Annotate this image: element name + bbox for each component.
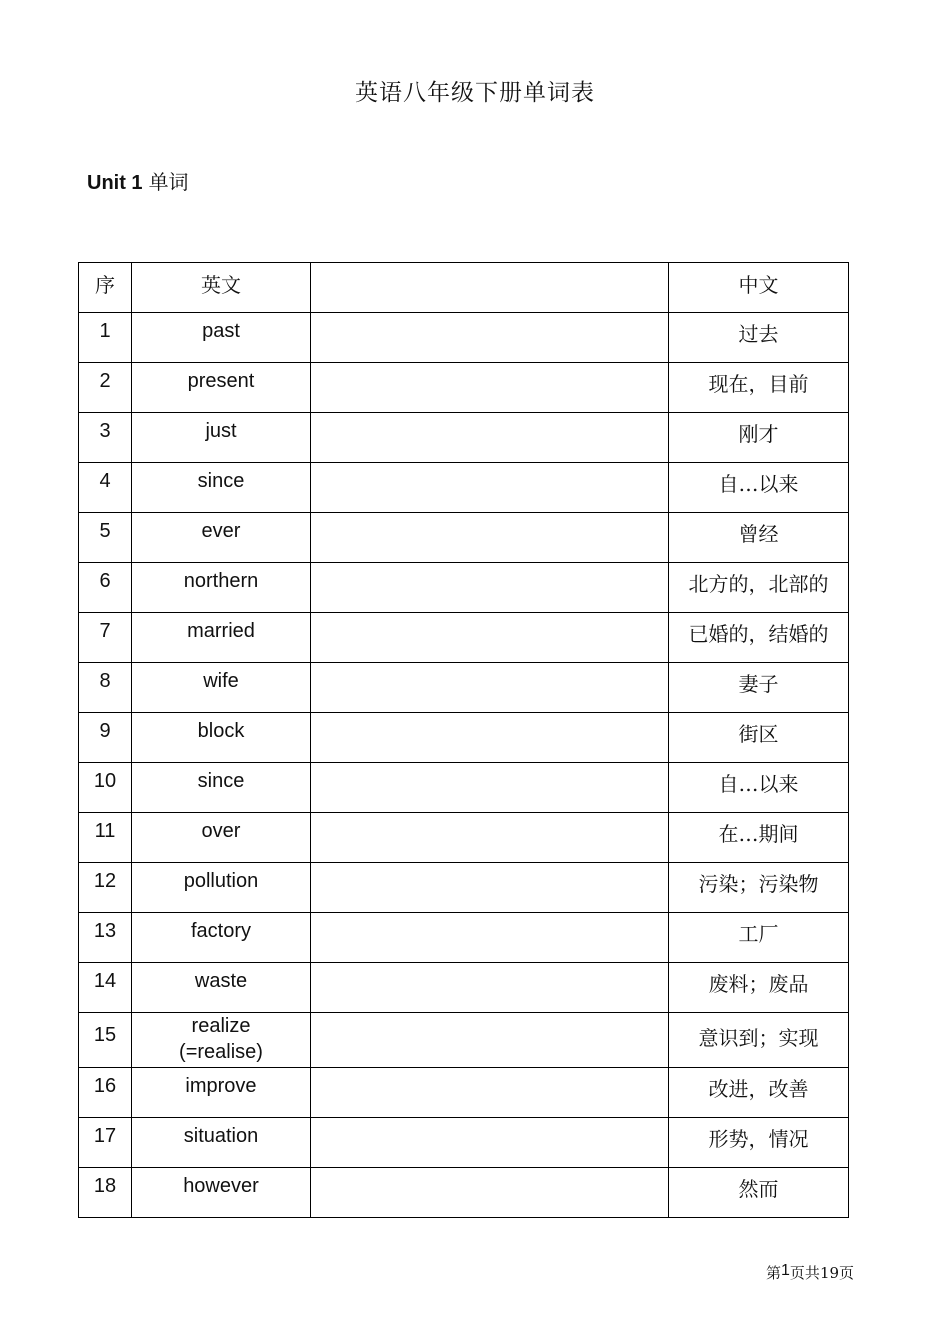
blank-cell (311, 813, 669, 863)
blank-cell (311, 1168, 669, 1218)
table-body (79, 313, 849, 1218)
chinese-meaning: 形势，情况 (669, 1118, 849, 1168)
english-word: wife (132, 663, 311, 713)
blank-cell (311, 663, 669, 713)
table-row (79, 463, 849, 513)
blank-cell (311, 763, 669, 813)
table-row (79, 663, 849, 713)
row-number: 14 (79, 963, 132, 1013)
english-word: northern (132, 563, 311, 613)
table-row (79, 313, 849, 363)
table-row (79, 813, 849, 863)
english-word: waste (132, 963, 311, 1013)
vocabulary-table (78, 262, 849, 1218)
table-row (79, 863, 849, 913)
table-row (79, 1168, 849, 1218)
row-number: 6 (79, 563, 132, 613)
row-number: 2 (79, 363, 132, 413)
english-word: ever (132, 513, 311, 563)
table-row (79, 563, 849, 613)
row-number: 4 (79, 463, 132, 513)
blank-cell (311, 1068, 669, 1118)
table-row (79, 613, 849, 663)
english-word: factory (132, 913, 311, 963)
document-title: 英语八年级下册单词表 (355, 80, 595, 106)
english-word: however (132, 1168, 311, 1218)
header-blank (311, 263, 669, 313)
page-footer (766, 1262, 854, 1283)
english-word: situation (132, 1118, 311, 1168)
english-word: married (132, 613, 311, 663)
chinese-meaning: 改进，改善 (669, 1068, 849, 1118)
blank-cell (311, 963, 669, 1013)
row-number: 3 (79, 413, 132, 463)
blank-cell (311, 713, 669, 763)
english-word: improve (132, 1068, 311, 1118)
unit-heading (87, 166, 189, 195)
english-word: present (132, 363, 311, 413)
blank-cell (311, 563, 669, 613)
blank-cell (311, 413, 669, 463)
blank-cell (311, 313, 669, 363)
row-number: 15 (79, 1013, 132, 1068)
blank-cell (311, 1118, 669, 1168)
table-row (79, 713, 849, 763)
row-number: 18 (79, 1168, 132, 1218)
english-word-line1: realize (191, 1015, 251, 1037)
table-row (79, 1068, 849, 1118)
header-chinese: 中文 (669, 263, 849, 313)
english-word: pollution (132, 863, 311, 913)
footer-page-number: 1 (781, 1262, 790, 1279)
unit-suffix: 单词 (148, 170, 189, 194)
row-number: 10 (79, 763, 132, 813)
row-number: 12 (79, 863, 132, 913)
table-row (79, 913, 849, 963)
table-row (79, 1013, 849, 1068)
row-number: 1 (79, 313, 132, 363)
header-number: 序 (79, 263, 132, 313)
chinese-meaning: 北方的，北部的 (669, 563, 849, 613)
chinese-meaning: 过去 (669, 313, 849, 363)
footer-middle: 页共 (789, 1264, 820, 1282)
footer-suffix: 页 (839, 1264, 855, 1282)
english-word: since (132, 463, 311, 513)
chinese-meaning: 妻子 (669, 663, 849, 713)
chinese-meaning: 意识到；实现 (669, 1013, 849, 1068)
english-word: over (132, 813, 311, 863)
row-number: 16 (79, 1068, 132, 1118)
chinese-meaning: 已婚的，结婚的 (669, 613, 849, 663)
chinese-meaning: 在…期间 (669, 813, 849, 863)
row-number: 5 (79, 513, 132, 563)
row-number: 9 (79, 713, 132, 763)
chinese-meaning: 曾经 (669, 513, 849, 563)
table-row (79, 413, 849, 463)
english-word: just (132, 413, 311, 463)
chinese-meaning: 自…以来 (669, 463, 849, 513)
english-word-line2: (=realise) (179, 1041, 263, 1063)
blank-cell (311, 613, 669, 663)
row-number: 13 (79, 913, 132, 963)
table-row (79, 763, 849, 813)
chinese-meaning: 然而 (669, 1168, 849, 1218)
english-word: past (132, 313, 311, 363)
chinese-meaning: 工厂 (669, 913, 849, 963)
chinese-meaning: 自…以来 (669, 763, 849, 813)
chinese-meaning: 废料；废品 (669, 963, 849, 1013)
table-row (79, 363, 849, 413)
row-number: 8 (79, 663, 132, 713)
unit-label: Unit 1 (87, 172, 143, 194)
blank-cell (311, 863, 669, 913)
table-row (79, 963, 849, 1013)
table-row (79, 513, 849, 563)
english-word: block (132, 713, 311, 763)
footer-prefix: 第 (766, 1264, 782, 1282)
blank-cell (311, 1013, 669, 1068)
blank-cell (311, 463, 669, 513)
english-word (132, 1013, 311, 1068)
english-word: since (132, 763, 311, 813)
header-english: 英文 (132, 263, 311, 313)
row-number: 17 (79, 1118, 132, 1168)
footer-total-pages: 19 (819, 1264, 840, 1282)
blank-cell (311, 913, 669, 963)
blank-cell (311, 363, 669, 413)
chinese-meaning: 污染；污染物 (669, 863, 849, 913)
row-number: 7 (79, 613, 132, 663)
row-number: 11 (79, 813, 132, 863)
blank-cell (311, 513, 669, 563)
table-header-row (79, 263, 849, 313)
chinese-meaning: 街区 (669, 713, 849, 763)
table-row (79, 1118, 849, 1168)
chinese-meaning: 刚才 (669, 413, 849, 463)
chinese-meaning: 现在，目前 (669, 363, 849, 413)
